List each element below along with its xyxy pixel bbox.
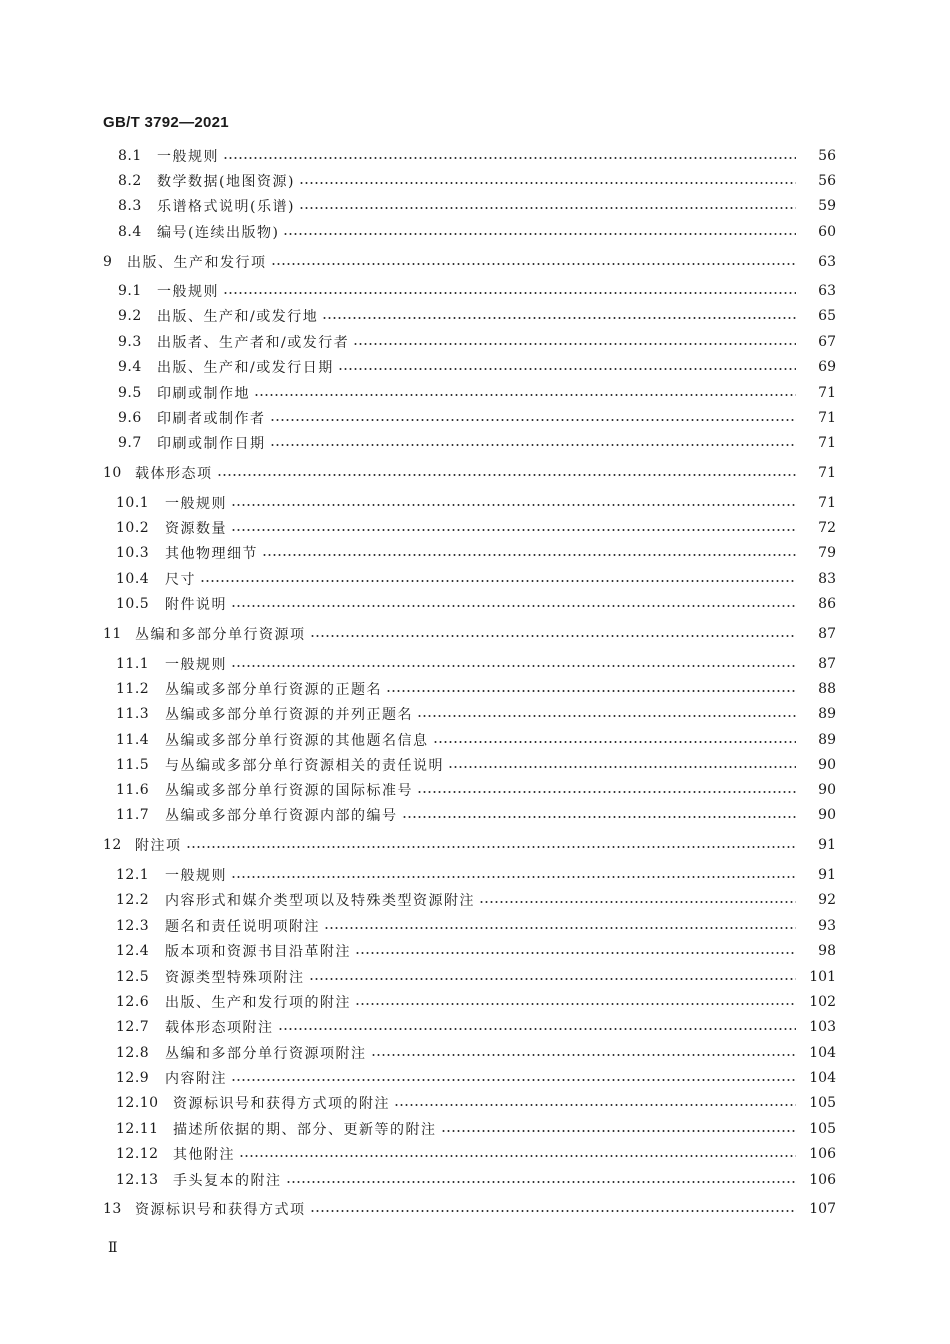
toc-entry-number: 12.2 bbox=[116, 892, 150, 908]
toc-entry-number: 10.3 bbox=[116, 545, 150, 561]
toc-leader-dots bbox=[309, 978, 797, 980]
toc-entry-number: 11.2 bbox=[116, 681, 150, 697]
toc-entry-number: 9.4 bbox=[118, 359, 142, 375]
toc-entry[interactable] bbox=[116, 1092, 836, 1114]
toc-entry-page: 107 bbox=[809, 1201, 836, 1217]
toc-entry-page: 79 bbox=[818, 545, 836, 561]
toc-entry[interactable] bbox=[116, 779, 836, 801]
toc-entry-number: 12.7 bbox=[116, 1019, 150, 1035]
toc-entry-title: 丛编或多部分单行资源的国际标准号 bbox=[165, 783, 413, 799]
toc-entry-number: 8.3 bbox=[118, 198, 142, 214]
toc-entry-title: 一般规则 bbox=[165, 657, 227, 673]
toc-entry-title: 一般规则 bbox=[165, 868, 227, 884]
toc-entry-page: 87 bbox=[818, 626, 836, 642]
toc-entry-page: 87 bbox=[818, 656, 836, 672]
toc-entry-page: 71 bbox=[818, 495, 836, 511]
toc-entry[interactable] bbox=[116, 1067, 836, 1089]
toc-leader-dots bbox=[417, 715, 796, 717]
toc-entry[interactable] bbox=[116, 966, 836, 988]
toc-entry[interactable] bbox=[116, 915, 836, 937]
toc-entry-page: 106 bbox=[809, 1172, 836, 1188]
toc-entry-page: 104 bbox=[809, 1070, 836, 1086]
toc-entry-title: 手头复本的附注 bbox=[173, 1173, 282, 1189]
toc-entry-title: 丛编或多部分单行资源的并列正题名 bbox=[165, 707, 413, 723]
toc-entry-number: 12.11 bbox=[116, 1121, 159, 1137]
toc-entry[interactable] bbox=[116, 1042, 836, 1064]
toc-leader-dots bbox=[262, 554, 796, 556]
toc-entry-title: 其他物理细节 bbox=[165, 546, 258, 562]
toc-entry-number: 8.2 bbox=[118, 173, 142, 189]
toc-entry-number: 9.5 bbox=[118, 385, 142, 401]
toc-entry-page: 86 bbox=[818, 596, 836, 612]
toc-entry-title: 丛编或多部分单行资源内部的编号 bbox=[165, 808, 398, 824]
toc-entry-title: 内容附注 bbox=[165, 1071, 227, 1087]
toc-leader-dots bbox=[299, 182, 796, 184]
toc-entry-page: 105 bbox=[809, 1095, 836, 1111]
toc-entry-page: 69 bbox=[818, 359, 836, 375]
toc-leader-dots bbox=[231, 876, 796, 878]
toc-entry-number: 10.5 bbox=[116, 596, 150, 612]
toc-entry-title: 描述所依据的期、部分、更新等的附注 bbox=[173, 1122, 437, 1138]
toc-leader-dots bbox=[402, 816, 797, 818]
toc-entry-number: 11.3 bbox=[116, 706, 150, 722]
toc-leader-dots bbox=[299, 207, 796, 209]
toc-leader-dots bbox=[371, 1054, 797, 1056]
toc-entry[interactable] bbox=[116, 864, 836, 886]
toc-entry[interactable] bbox=[118, 280, 836, 302]
toc-entry-page: 93 bbox=[818, 918, 836, 934]
toc-entry-title: 印刷或制作日期 bbox=[157, 436, 266, 452]
toc-entry-page: 90 bbox=[818, 807, 836, 823]
toc-leader-dots bbox=[417, 791, 796, 793]
toc-leader-dots bbox=[239, 1155, 796, 1157]
toc-leader-dots bbox=[338, 368, 796, 370]
toc-entry[interactable] bbox=[116, 1016, 836, 1038]
toc-leader-dots bbox=[231, 529, 796, 531]
toc-leader-dots bbox=[217, 474, 797, 476]
toc-entry-title: 内容形式和媒介类型项以及特殊类型资源附注 bbox=[165, 893, 475, 909]
toc-entry-title: 资源标识号和获得方式项 bbox=[135, 1202, 306, 1218]
toc-leader-dots bbox=[254, 394, 796, 396]
toc-entry[interactable] bbox=[118, 432, 836, 454]
toc-entry-page: 104 bbox=[809, 1045, 836, 1061]
toc-entry-title: 题名和责任说明项附注 bbox=[165, 919, 320, 935]
toc-entry-page: 89 bbox=[818, 706, 836, 722]
toc-entry[interactable] bbox=[116, 653, 836, 675]
toc-leader-dots bbox=[386, 690, 796, 692]
toc-leader-dots bbox=[286, 1181, 797, 1183]
toc-entry-page: 59 bbox=[818, 198, 836, 214]
toc-entry-page: 60 bbox=[818, 224, 836, 240]
toc-entry-number: 12.1 bbox=[116, 867, 150, 883]
toc-entry-number: 12.12 bbox=[116, 1146, 159, 1162]
toc-entry-title: 编号(连续出版物) bbox=[157, 225, 280, 241]
toc-entry-title: 版本项和资源书目沿革附注 bbox=[165, 944, 351, 960]
toc-entry-title: 资源数量 bbox=[165, 521, 227, 537]
toc-leader-dots bbox=[322, 317, 796, 319]
toc-entry-title: 丛编或多部分单行资源的其他题名信息 bbox=[165, 733, 429, 749]
toc-entry[interactable] bbox=[118, 221, 836, 243]
toc-leader-dots bbox=[223, 157, 796, 159]
toc-entry-page: 56 bbox=[818, 148, 836, 164]
toc-entry-number: 9.6 bbox=[118, 410, 142, 426]
toc-entry[interactable] bbox=[118, 170, 836, 192]
toc-leader-dots bbox=[231, 1079, 796, 1081]
toc-entry-page: 101 bbox=[809, 969, 836, 985]
toc-entry[interactable] bbox=[116, 754, 836, 776]
toc-entry-page: 103 bbox=[809, 1019, 836, 1035]
toc-entry-title: 印刷者或制作者 bbox=[157, 411, 266, 427]
toc-entry-title: 数学数据(地图资源) bbox=[157, 174, 295, 190]
toc-entry-page: 72 bbox=[818, 520, 836, 536]
toc-entry[interactable] bbox=[116, 568, 836, 590]
toc-entry-title: 与丛编或多部分单行资源相关的责任说明 bbox=[165, 758, 444, 774]
toc-entry-title: 一般规则 bbox=[157, 149, 219, 165]
toc-entry-page: 65 bbox=[818, 308, 836, 324]
toc-leader-dots bbox=[231, 504, 796, 506]
toc-entry-number: 11.4 bbox=[116, 732, 150, 748]
toc-entry-number: 9.1 bbox=[118, 283, 142, 299]
toc-entry-title: 一般规则 bbox=[157, 284, 219, 300]
toc-entry[interactable] bbox=[118, 356, 836, 378]
toc-leader-dots bbox=[448, 766, 796, 768]
toc-entry-page: 56 bbox=[818, 173, 836, 189]
toc-entry-title: 印刷或制作地 bbox=[157, 386, 250, 402]
toc-leader-dots bbox=[310, 635, 797, 637]
toc-entry-title: 资源类型特殊项附注 bbox=[165, 970, 305, 986]
toc-entry-page: 90 bbox=[818, 757, 836, 773]
toc-entry[interactable] bbox=[118, 305, 836, 327]
toc-entry-title: 丛编或多部分单行资源的正题名 bbox=[165, 682, 382, 698]
toc-entry[interactable] bbox=[103, 251, 836, 273]
toc-leader-dots bbox=[324, 927, 796, 929]
toc-leader-dots bbox=[441, 1130, 797, 1132]
toc-entry-number: 10.2 bbox=[116, 520, 150, 536]
toc-entry-number: 12.3 bbox=[116, 918, 150, 934]
toc-entry-title: 丛编和多部分单行资源项附注 bbox=[165, 1046, 367, 1062]
toc-entry-title: 附注项 bbox=[135, 838, 182, 854]
toc-entry-page: 63 bbox=[818, 254, 836, 270]
toc-entry-page: 71 bbox=[818, 385, 836, 401]
toc-entry-title: 尺寸 bbox=[165, 572, 196, 588]
toc-entry-number: 8.1 bbox=[118, 148, 142, 164]
toc-entry-page: 98 bbox=[818, 943, 836, 959]
toc-entry-number: 11.1 bbox=[116, 656, 150, 672]
toc-entry-page: 71 bbox=[818, 410, 836, 426]
toc-leader-dots bbox=[271, 263, 797, 265]
toc-entry-number: 12.6 bbox=[116, 994, 150, 1010]
toc-entry[interactable] bbox=[116, 729, 836, 751]
toc-leader-dots bbox=[355, 952, 796, 954]
toc-entry-number: 9.2 bbox=[118, 308, 142, 324]
toc-entry[interactable] bbox=[118, 407, 836, 429]
toc-entry-number: 12.10 bbox=[116, 1095, 159, 1111]
toc-entry-number: 10.4 bbox=[116, 571, 150, 587]
toc-entry-page: 88 bbox=[818, 681, 836, 697]
toc-leader-dots bbox=[231, 605, 796, 607]
toc-leader-dots bbox=[479, 901, 796, 903]
toc-entry-page: 83 bbox=[818, 571, 836, 587]
toc-entry-number: 12.5 bbox=[116, 969, 150, 985]
toc-entry-number: 11.6 bbox=[116, 782, 150, 798]
toc-entry-page: 63 bbox=[818, 283, 836, 299]
toc-leader-dots bbox=[231, 665, 796, 667]
toc-entry[interactable] bbox=[116, 991, 836, 1013]
toc-leader-dots bbox=[186, 846, 797, 848]
toc-leader-dots bbox=[270, 444, 797, 446]
toc-entry[interactable] bbox=[103, 834, 836, 856]
toc-entry-page: 105 bbox=[809, 1121, 836, 1137]
toc-entry-number: 12.13 bbox=[116, 1172, 159, 1188]
toc-entry[interactable] bbox=[118, 382, 836, 404]
toc-leader-dots bbox=[223, 292, 796, 294]
toc-leader-dots bbox=[278, 1028, 797, 1030]
toc-entry-page: 106 bbox=[809, 1146, 836, 1162]
toc-entry[interactable] bbox=[116, 889, 836, 911]
toc-leader-dots bbox=[270, 419, 797, 421]
toc-entry[interactable] bbox=[116, 703, 836, 725]
toc-entry[interactable] bbox=[116, 678, 836, 700]
toc-entry[interactable] bbox=[116, 492, 836, 514]
toc-entry-title: 载体形态项 bbox=[135, 466, 213, 482]
toc-entry-number: 12 bbox=[103, 837, 122, 853]
toc-entry-page: 71 bbox=[818, 465, 836, 481]
toc-entry-page: 89 bbox=[818, 732, 836, 748]
toc-entry-title: 乐谱格式说明(乐谱) bbox=[157, 199, 295, 215]
toc-entry[interactable] bbox=[116, 593, 836, 615]
toc-entry-number: 8.4 bbox=[118, 224, 142, 240]
toc-entry-page: 91 bbox=[818, 837, 836, 853]
toc-leader-dots bbox=[283, 233, 796, 235]
toc-leader-dots bbox=[310, 1210, 797, 1212]
toc-entry-page: 92 bbox=[818, 892, 836, 908]
toc-entry-number: 12.4 bbox=[116, 943, 150, 959]
toc-entry[interactable] bbox=[116, 1143, 836, 1165]
toc-entry-number: 9.3 bbox=[118, 334, 142, 350]
toc-entry-title: 出版、生产和/或发行日期 bbox=[157, 360, 334, 376]
toc-entry-page: 90 bbox=[818, 782, 836, 798]
toc-leader-dots bbox=[353, 343, 796, 345]
document-header: GB/T 3792—2021 bbox=[103, 114, 229, 131]
toc-entry-page: 71 bbox=[818, 435, 836, 451]
toc-entry[interactable] bbox=[116, 1169, 836, 1191]
toc-entry-page: 67 bbox=[818, 334, 836, 350]
toc-entry-title: 其他附注 bbox=[173, 1147, 235, 1163]
toc-entry-page: 102 bbox=[809, 994, 836, 1010]
toc-entry-title: 丛编和多部分单行资源项 bbox=[135, 627, 306, 643]
toc-entry-title: 资源标识号和获得方式项的附注 bbox=[173, 1096, 390, 1112]
toc-entry-page: 91 bbox=[818, 867, 836, 883]
toc-entry[interactable] bbox=[103, 462, 836, 484]
toc-entry[interactable] bbox=[116, 542, 836, 564]
toc-entry-number: 10 bbox=[103, 465, 122, 481]
toc-entry[interactable] bbox=[118, 145, 836, 167]
toc-entry-title: 出版、生产和发行项 bbox=[127, 255, 267, 271]
toc-entry-number: 12.9 bbox=[116, 1070, 150, 1086]
toc-entry[interactable] bbox=[103, 623, 836, 645]
toc-entry-number: 10.1 bbox=[116, 495, 150, 511]
toc-entry-number: 11.7 bbox=[116, 807, 150, 823]
toc-entry[interactable] bbox=[118, 331, 836, 353]
page-number: Ⅱ bbox=[108, 1240, 119, 1256]
toc-entry-title: 出版、生产和/或发行地 bbox=[157, 309, 319, 325]
toc-entry-title: 附件说明 bbox=[165, 597, 227, 613]
toc-entry-title: 载体形态项附注 bbox=[165, 1020, 274, 1036]
toc-leader-dots bbox=[355, 1003, 796, 1005]
toc-entry-number: 9 bbox=[103, 254, 113, 270]
toc-leader-dots bbox=[433, 741, 797, 743]
toc-entry-number: 11.5 bbox=[116, 757, 150, 773]
toc-entry-number: 13 bbox=[103, 1201, 122, 1217]
toc-leader-dots bbox=[200, 580, 796, 582]
toc-entry[interactable] bbox=[116, 517, 836, 539]
toc-entry[interactable] bbox=[116, 940, 836, 962]
toc-entry[interactable] bbox=[103, 1198, 836, 1220]
toc-entry-number: 11 bbox=[103, 626, 122, 642]
toc-entry-title: 出版、生产和发行项的附注 bbox=[165, 995, 351, 1011]
toc-entry-number: 12.8 bbox=[116, 1045, 150, 1061]
toc-entry-title: 出版者、生产者和/或发行者 bbox=[157, 335, 350, 351]
toc-entry-title: 一般规则 bbox=[165, 496, 227, 512]
toc-entry[interactable] bbox=[118, 195, 836, 217]
toc-leader-dots bbox=[394, 1104, 796, 1106]
toc-entry[interactable] bbox=[116, 1118, 836, 1140]
toc-entry-number: 9.7 bbox=[118, 435, 142, 451]
toc-entry[interactable] bbox=[116, 804, 836, 826]
